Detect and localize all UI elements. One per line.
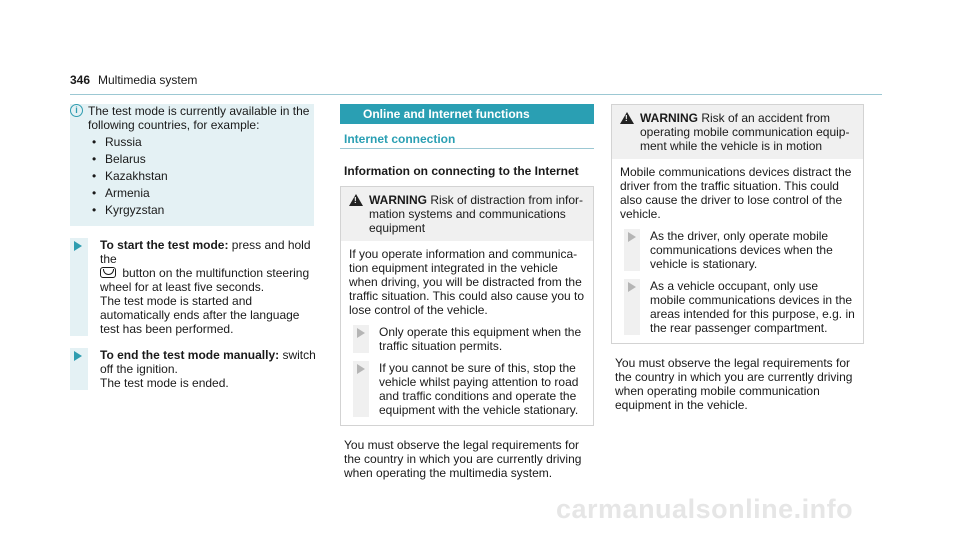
warning-step: If you cannot be sure of this, stop the vehicle whilst paying attention to road and traffic conditions and operate the equipment with the vehicle stationary. bbox=[349, 361, 585, 417]
step-arrow-icon bbox=[357, 328, 365, 338]
warning-icon bbox=[349, 194, 363, 206]
page-title: Multimedia system bbox=[98, 73, 198, 87]
step-label: To start the test mode: bbox=[100, 238, 229, 252]
info-note bbox=[70, 104, 314, 226]
column-3 bbox=[611, 104, 864, 412]
list-item: • Kazakhstan bbox=[92, 169, 168, 183]
steering-button-icon bbox=[100, 267, 116, 278]
step-arrow-icon bbox=[74, 241, 82, 251]
step-arrow-icon bbox=[357, 364, 365, 374]
list-item: • Armenia bbox=[92, 186, 150, 200]
step-arrow-icon bbox=[628, 282, 636, 292]
warning-body: Mobile communications devices distract the driver from the traffic situation. This could also cause the driver to lose control of the vehicle. bbox=[620, 165, 852, 221]
warning-body: If you operate information and communication equipment integrated in the vehicle when driving, you will be distracted from the traffic situation. This could also cause you to lose control of the vehicle. bbox=[349, 247, 585, 317]
step-arrow-icon bbox=[628, 232, 636, 242]
warning-label: WARNING bbox=[369, 193, 427, 207]
page-header bbox=[70, 72, 882, 95]
column-1 bbox=[70, 104, 320, 390]
list-item: • Russia bbox=[92, 135, 142, 149]
watermark: carmanualsonline.info bbox=[556, 494, 854, 524]
warning-title: Risk of distraction from information systems and communications equipment bbox=[369, 193, 584, 235]
country-list bbox=[88, 135, 314, 217]
step-start-test-mode: To start the test mode: press and hold the button on the multifunction steering wheel for at least five seconds. The test mode is started and automatically ends after the language test has been performed. bbox=[70, 238, 320, 336]
heading: Information on connecting to the Internet bbox=[344, 164, 579, 178]
warning-step: As a vehicle occupant, only use mobile communications devices in the areas intended for this purpose, e.g. in the rear passenger compartment. bbox=[620, 279, 855, 335]
paragraph: You must observe the legal requirements for the country in which you are currently driving when operating the multimedia system. bbox=[344, 438, 582, 480]
subsection-title: Internet connection bbox=[344, 132, 456, 146]
list-item: • Belarus bbox=[92, 152, 146, 166]
column-2 bbox=[340, 104, 594, 480]
step-arrow-icon bbox=[74, 351, 82, 361]
list-item: • Kyrgyzstan bbox=[92, 203, 165, 217]
step-end-test-mode: To end the test mode manually: switch off the ignition. The test mode is ended. bbox=[70, 348, 320, 390]
paragraph: You must observe the legal requirements for the country in which you are currently driving when operating mobile communication equipment in the vehicle. bbox=[615, 356, 853, 412]
warning-box bbox=[340, 186, 594, 426]
note-text: The test mode is currently available in the following countries, for example: bbox=[88, 104, 310, 132]
warning-box bbox=[611, 104, 864, 344]
warning-title: Risk of an accident from operating mobile communication equipment while the vehicle is in motion bbox=[640, 111, 850, 153]
step-label: To end the test mode manually: bbox=[100, 348, 280, 362]
warning-step: As the driver, only operate mobile communications devices when the vehicle is stationary. bbox=[620, 229, 855, 271]
page-number: 346 bbox=[70, 73, 91, 87]
warning-label: WARNING bbox=[640, 111, 698, 125]
warning-step: Only operate this equipment when the traffic situation permits. bbox=[349, 325, 585, 353]
info-icon: i bbox=[70, 104, 83, 117]
warning-icon bbox=[620, 112, 634, 124]
section-title: Online and Internet functions bbox=[340, 104, 594, 124]
